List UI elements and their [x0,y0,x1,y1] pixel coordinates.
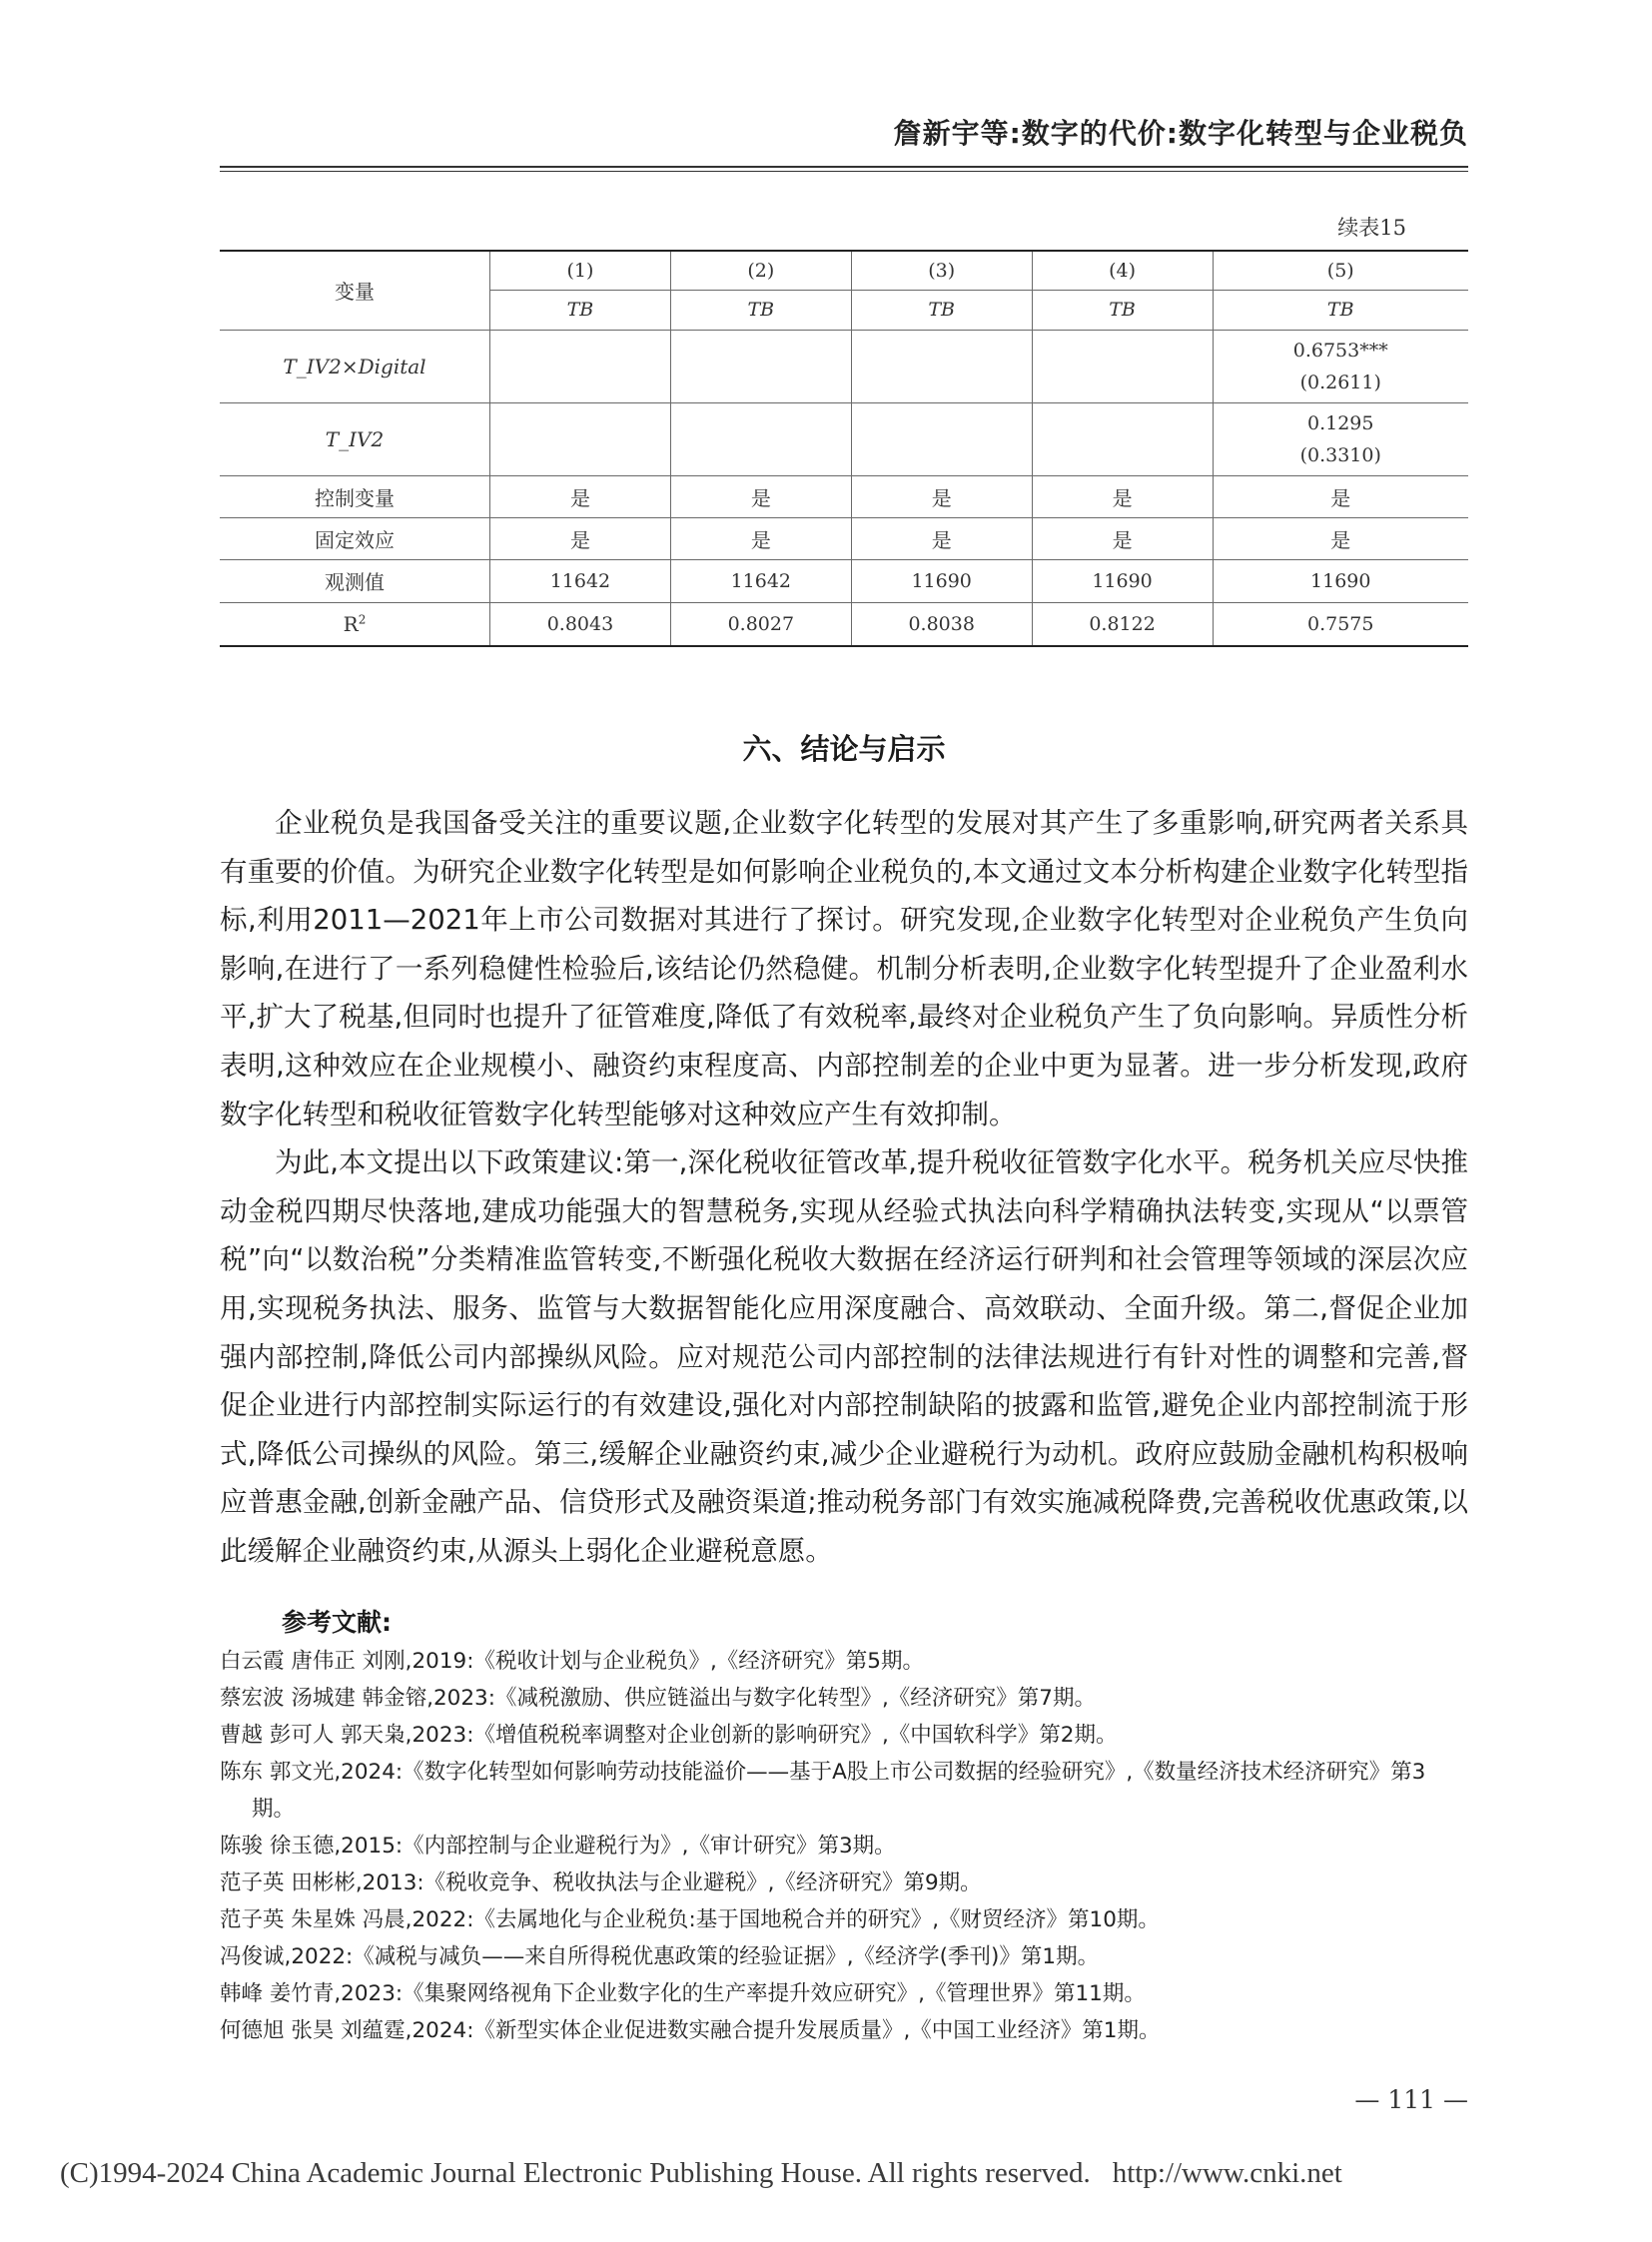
table-cell: 0.7575 [1213,602,1468,646]
page-number: — 111 — [1354,2085,1468,2114]
column-number: (4) [1032,251,1213,290]
row-label: $R^2$ [220,602,490,646]
table-cell: 0.8027 [670,602,851,646]
table-header-row [220,251,1468,290]
table-cell: 0.8122 [1032,602,1213,646]
table-cell: 是 [1213,475,1468,517]
references-heading: 参考文献: [282,1608,392,1637]
dependent-variable: TB [851,290,1032,330]
table-cell [1213,402,1468,475]
reference-item: 何德旭 张昊 刘蕴霆,2024:《新型实体企业促进数实融合提升发展质量》,《中国工业经济》第1期。 [220,2018,1161,2043]
reference-item: 范子英 朱星姝 冯晨,2022:《去属地化与企业税负:基于国地税合并的研究》,《财贸经济》第10期。 [220,1907,1160,1932]
reference-item: 冯俊诚,2022:《减税与减负——来自所得税优惠政策的经验证据》,《经济学(季刊)》第1期。 [220,1944,1100,1969]
dependent-variable: TB [670,290,851,330]
table-cell [490,330,671,402]
table-cell [851,330,1032,402]
row-label: T_IV2×Digital [220,330,490,402]
header-rule-thin [220,171,1468,172]
table-cell: 0.8043 [490,602,671,646]
reference-item: 白云霞 唐伟正 刘刚,2019:《税收计划与企业税负》,《经济研究》第5期。 [220,1649,924,1674]
standard-error: (0.3310) [1299,443,1381,466]
table-cell [670,330,851,402]
row-label: 固定效应 [220,517,490,559]
paragraph: 为此,本文提出以下政策建议:第一,深化税收征管改革,提升税收征管数字化水平。税务机关应尽快推动金税四期尽快落地,建成功能强大的智慧税务,实现从经验式执法向科学精确执法转变,实现从“以票管税”向“以数治税”分类精准监管转变,不断强化税收大数据在经济运行研判和社会管理等领域的深层次应用,实现税务执法、服务、监管与大数据智能化应用深度融合、高效联动、全面升级。第二,督促企业加强内部控制,降低公司内部操纵风险。应对规范公司内部控制的法律法规进行有针对性的调整和完善,督促企业进行内部控制实际运行的有效建设,强化对内部控制缺陷的披露和监管,避免企业内部控制流于形式,降低公司操纵的风险。第三,缓解企业融资约束,减少企业避税行为动机。政府应鼓励金融机构积极响应普惠金融,创新金融产品、信贷形式及融资渠道;推动税务部门有效实施减税降费,完善税收优惠政策,以此缓解企业融资约束,从源头上弱化企业避税意愿。 [220,1146,1468,1567]
table-cell [1213,330,1468,402]
dependent-variable: TB [1213,290,1468,330]
reference-item: 陈东 郭文光,2024:《数字化转型如何影响劳动技能溢价——基于A股上市公司数据的经验研究》,《数量经济技术经济研究》第3期。 [220,1760,1426,1822]
copyright-footer [60,2157,1598,2190]
column-number: (5) [1213,251,1468,290]
reference-item: 范子英 田彬彬,2013:《税收竞争、税收执法与企业避税》,《经济研究》第9期。 [220,1870,982,1895]
table-cell: 是 [670,517,851,559]
table-cell: 是 [1032,517,1213,559]
table-cell [490,402,671,475]
table-row-interaction [220,330,1468,402]
reference-item: 曹越 彭可人 郭天枭,2023:《增值税税率调整对企业创新的影响研究》,《中国软科学》第2期。 [220,1723,1118,1748]
table-cell: 11690 [851,559,1032,602]
table-continuation-label: 续表15 [1337,216,1406,240]
table-cell: 是 [670,475,851,517]
table-cell: 0.8038 [851,602,1032,646]
coefficient: 0.1295 [1307,411,1374,434]
reference-item: 蔡宏波 汤城建 韩金镕,2023:《减税激励、供应链溢出与数字化转型》,《经济研究》第7期。 [220,1686,1096,1711]
variable-header: 变量 [220,251,490,330]
table-row-observations [220,559,1468,602]
table-cell: 是 [1032,475,1213,517]
table-row-iv [220,402,1468,475]
copyright-text: (C)1994-2024 China Academic Journal Electronic Publishing House. All rights reserved. [60,2157,1091,2189]
reference-item: 陈骏 徐玉德,2015:《内部控制与企业避税行为》,《审计研究》第3期。 [220,1834,896,1859]
table-cell: 是 [490,475,671,517]
footer-url[interactable]: http://www.cnki.net [1112,2157,1342,2189]
section-title: 六、结论与启示 [742,732,946,766]
column-number: (3) [851,251,1032,290]
table-cell: 是 [490,517,671,559]
table-cell: 11642 [670,559,851,602]
row-label: 观测值 [220,559,490,602]
dependent-variable: TB [490,290,671,330]
row-label: 控制变量 [220,475,490,517]
table-cell: 11690 [1213,559,1468,602]
table-row-r2 [220,602,1468,646]
header-rule [220,166,1468,168]
table-cell: 11642 [490,559,671,602]
column-number: (2) [670,251,851,290]
section-body [220,799,1468,1576]
table-cell: 是 [1213,517,1468,559]
coefficient: 0.6753*** [1292,339,1388,362]
dependent-variable: TB [1032,290,1213,330]
paragraph: 企业税负是我国备受关注的重要议题,企业数字化转型的发展对其产生了多重影响,研究两者关系具有重要的价值。为研究企业数字化转型是如何影响企业税负的,本文通过文本分析构建企业数字化转型指标,利用2011—2021年上市公司数据对其进行了探讨。研究发现,企业数字化转型对企业税负产生负向影响,在进行了一系列稳健性检验后,该结论仍然稳健。机制分析表明,企业数字化转型提升了企业盈利水平,扩大了税基,但同时也提升了征管难度,降低了有效税率,最终对企业税负产生了负向影响。异质性分析表明,这种效应在企业规模小、融资约束程度高、内部控制差的企业中更为显著。进一步分析发现,政府数字化转型和税收征管数字化转型能够对这种效应产生有效抑制。 [220,807,1468,1130]
running-title: 詹新宇等:数字的代价:数字化转型与企业税负 [893,117,1468,150]
table-cell: 是 [851,475,1032,517]
references-list [220,1643,1468,2049]
table-cell [670,402,851,475]
row-label: T_IV2 [220,402,490,475]
table-cell: 11690 [1032,559,1213,602]
table-cell [1032,330,1213,402]
standard-error: (0.2611) [1299,371,1381,393]
table-cell [1032,402,1213,475]
table-row-controls [220,475,1468,517]
reference-item: 韩峰 姜竹青,2023:《集聚网络视角下企业数字化的生产率提升效应研究》,《管理世界》第11期。 [220,1981,1146,2006]
table-cell: 是 [851,517,1032,559]
table-cell [851,402,1032,475]
table-row-fixed-effects [220,517,1468,559]
regression-table [220,250,1468,647]
column-number: (1) [490,251,671,290]
